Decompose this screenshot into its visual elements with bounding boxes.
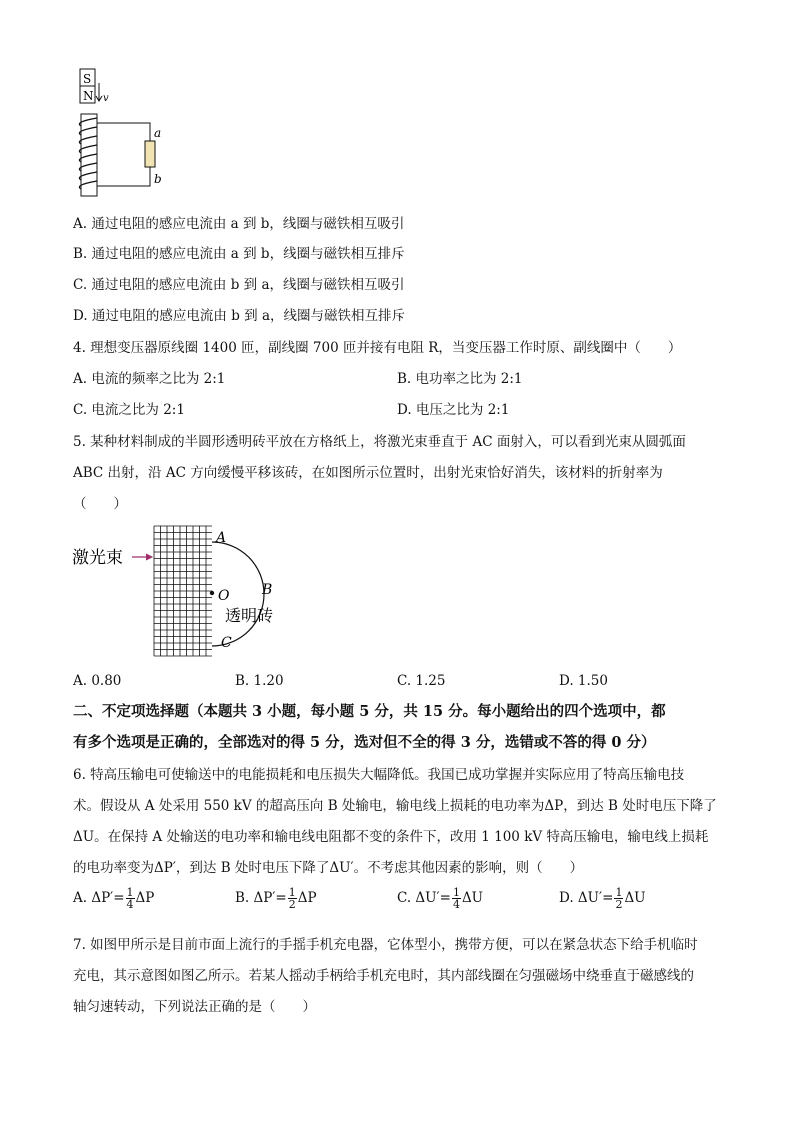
- q7-stem-line-2: 充电，其示意图如图乙所示。若某人摇动手柄给手机充电时，其内部线圈在匀强磁场中绕垂直于磁感线的: [73, 968, 694, 984]
- point-o-label: O: [218, 588, 230, 604]
- q5-stem-line-1: 5. 某种材料制成的半圆形透明砖平放在方格纸上，将激光束垂直于 AC 面射入，可以看到光束从圆弧面: [73, 434, 686, 450]
- brick-figure: [70, 520, 310, 662]
- q6-stem-line-4: 的电功率变为ΔP′，到达 B 处时电压下降了ΔU′。不考虑其他因素的影响，则（ ）: [73, 860, 584, 876]
- point-a-label: A: [216, 530, 227, 546]
- point-a-label: a: [154, 126, 162, 140]
- q7-stem-line-1: 7. 如图甲所示是目前市面上流行的手摇手机充电器，它体型小，携带方便，可以在紧急状态下给手机临时: [73, 937, 698, 953]
- q4-stem: 4. 理想变压器原线圈 1400 匝，副线圈 700 匝并接有电阻 R，当变压器工作时原、副线圈中（ ）: [73, 340, 682, 356]
- q6-stem-line-3: ΔU。在保持 A 处输送的电功率和输电线电阻都不变的条件下，改用 1 100 kV 特高压输电，输电线上损耗: [73, 829, 709, 845]
- q3-option-b: B. 通过电阻的感应电流由 a 到 b，线圈与磁铁相互排斥: [73, 246, 405, 262]
- q3-option-d: D. 通过电阻的感应电流由 b 到 a，线圈与磁铁相互排斥: [73, 308, 405, 324]
- coil-windings: [79, 118, 97, 189]
- q3-option-a: A. 通过电阻的感应电流由 a 到 b，线圈与磁铁相互吸引: [73, 216, 405, 232]
- q5-option-b: B. 1.20: [235, 673, 284, 689]
- q4-option-a: A. 电流的频率之比为 2:1: [73, 371, 226, 387]
- center-point-o: [210, 591, 214, 595]
- brick-label: 透明砖: [225, 606, 274, 625]
- q7-stem-line-3: 轴匀速转动，下列说法正确的是（ ）: [73, 999, 316, 1015]
- laser-label: 激光束: [72, 548, 123, 568]
- magnet-n-label: N: [83, 89, 94, 103]
- graph-paper-grid: [154, 526, 212, 656]
- magnet-s-label: S: [83, 72, 92, 86]
- point-c-label: C: [221, 635, 232, 651]
- q5-stem-line-2: ABC 出射，沿 AC 方向缓慢平移该砖，在如图所示位置时，出射光束恰好消失，该材料的折射率为: [73, 465, 663, 481]
- section2-heading-line-2: 有多个选项是正确的，全部选对的得 5 分，选对但不全的得 3 分，选错或不答的得 0 分）: [73, 734, 656, 751]
- q6-option-c: C. ΔU′= $\frac{1}{4}$ ΔU: [397, 886, 484, 911]
- q6-option-a: A. ΔP′= $\frac{1}{4}$ ΔP: [73, 886, 155, 911]
- velocity-label: v: [103, 93, 109, 104]
- circuit-wire: [97, 123, 150, 141]
- q5-option-d: D. 1.50: [559, 673, 608, 689]
- q4-option-c: C. 电流之比为 2:1: [73, 402, 185, 418]
- q5-option-a: A. 0.80: [73, 673, 122, 689]
- point-b-label: B: [262, 582, 273, 598]
- section2-heading-line-1: 二、不定项选择题（本题共 3 小题，每小题 5 分，共 15 分。每小题给出的四个选项中，都: [73, 703, 666, 720]
- q6-option-d: D. ΔU′= $\frac{1}{2}$ ΔU: [559, 886, 646, 911]
- q6-option-b: B. ΔP′= $\frac{1}{2}$ ΔP: [235, 886, 317, 911]
- q6-stem-line-2: 术。假设从 A 处采用 550 kV 的超高压向 B 处输电，输电线上损耗的电功率为ΔP，到达 B 处时电压下降了: [73, 798, 717, 814]
- q5-option-c: C. 1.25: [397, 673, 446, 689]
- q4-option-b: B. 电功率之比为 2:1: [397, 371, 523, 387]
- q5-stem-line-3: （ ）: [73, 496, 127, 512]
- point-b-label: b: [154, 172, 162, 186]
- q4-option-d: D. 电压之比为 2:1: [397, 402, 510, 418]
- magnet-coil-figure: [66, 66, 176, 200]
- q3-option-c: C. 通过电阻的感应电流由 b 到 a，线圈与磁铁相互吸引: [73, 277, 405, 293]
- resistor: [145, 141, 155, 167]
- q6-stem-line-1: 6. 特高压输电可使输送中的电能损耗和电压损失大幅降低。我国已成功掌握并实际应用了特高压输电技: [73, 767, 685, 783]
